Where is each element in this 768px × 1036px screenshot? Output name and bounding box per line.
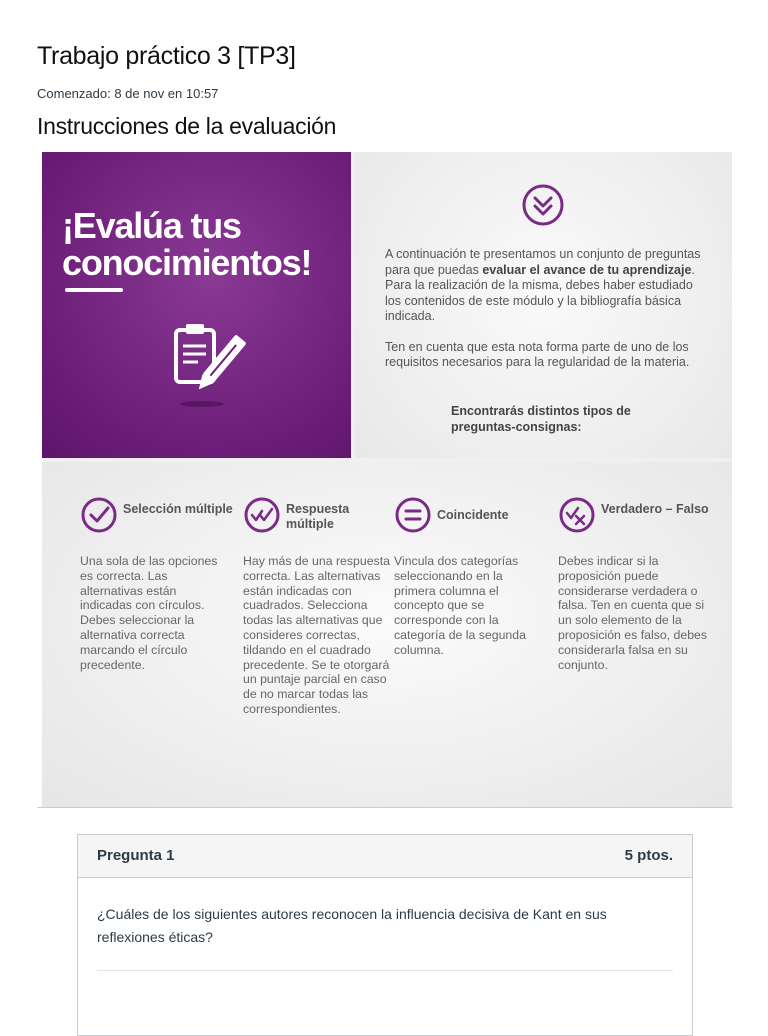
started-timestamp: Comenzado: 8 de nov en 10:57 — [37, 86, 219, 101]
intro-text — [385, 247, 705, 386]
type-description: Debes indicar si la proposición puede considerarse verdadera o falsa. Ten en cuenta que si un solo elemento de la proposición es falso, debes considerarla falsa en su conjunto. — [558, 554, 708, 672]
type-description: Una sola de las opciones es correcta. Las alternativas están indicadas con círculos. Debes seleccionar la alternativa correcta marcando el círculo precedente. — [80, 554, 218, 672]
question-rule — [97, 970, 673, 971]
type-multiple-choice — [80, 496, 233, 672]
banner-headline: ¡Evalúa tus conocimientos! — [62, 205, 312, 283]
question-header — [78, 835, 692, 878]
type-true-false — [558, 496, 708, 672]
clipboard-pencil-icon — [168, 320, 248, 410]
chevrons-down-circle-icon — [520, 182, 566, 228]
question-types-heading: Encontrarás distintos tipos de preguntas-consignas: — [451, 404, 631, 434]
question-points: 5 ptos. — [624, 847, 673, 864]
page-title: Trabajo práctico 3 [TP3] — [37, 42, 296, 70]
type-title: Coincidente — [437, 508, 509, 522]
intro-paragraph: A continuación te presentamos un conjunto de preguntas para que puedas evaluar el avance de tu aprendizaje. Para la realización de la misma, debes haber estudiado los contenidos de este módulo y la bibliografía básica indicada. — [385, 247, 701, 323]
type-description: Vincula dos categorías seleccionando en la primera columna el concepto que se corresponde con la categoría de la segunda columna. — [394, 554, 526, 657]
type-matching — [394, 496, 544, 658]
type-title: Respuesta múltiple — [286, 502, 350, 531]
double-check-circle-icon — [243, 496, 281, 534]
type-title: Selección múltiple — [123, 502, 233, 516]
section-divider — [37, 807, 733, 808]
question-text: ¿Cuáles de los siguientes autores reconocen la influencia decisiva de Kant en sus reflexiones éticas? — [97, 906, 607, 945]
instructions-banner — [42, 152, 732, 807]
type-description: Hay más de una respuesta correcta. Las alternativas están indicadas con cuadrados. Selecciona todas las alternativas que consideres correctas, tildando en el cuadrado precedente. Se te otorgará un puntaje parcial en caso de no marcar todas las correspondientes. — [243, 554, 390, 716]
note-paragraph: Ten en cuenta que esta nota forma parte de uno de los requisitos necesarios para la regularidad de la materia. — [385, 339, 690, 369]
question-card — [77, 834, 693, 1036]
headline-underline — [65, 288, 123, 292]
check-cross-circle-icon — [558, 496, 596, 534]
question-name: Pregunta 1 — [97, 847, 175, 864]
banner-intro-panel — [355, 152, 732, 458]
check-circle-icon — [80, 496, 118, 534]
type-multiple-answer — [243, 496, 393, 717]
equals-circle-icon — [394, 496, 432, 534]
question-types-panel — [42, 462, 732, 807]
banner-purple-panel — [42, 152, 351, 458]
instructions-heading: Instrucciones de la evaluación — [37, 113, 337, 139]
type-title: Verdadero – Falso — [601, 502, 709, 516]
